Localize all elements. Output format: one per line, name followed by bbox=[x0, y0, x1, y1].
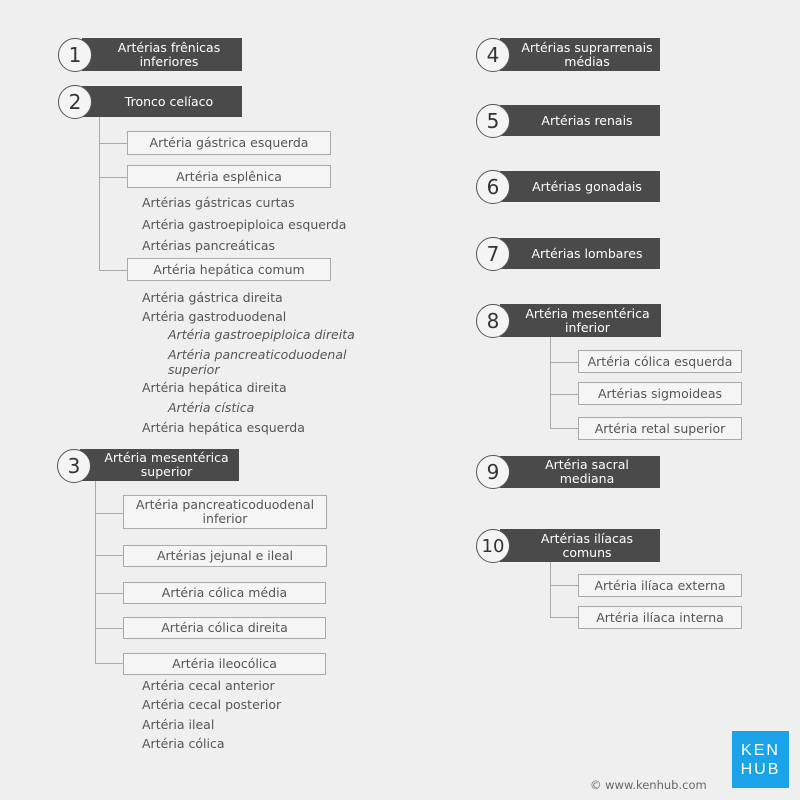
branch-box: Artéria cólica direita bbox=[123, 617, 326, 639]
group-8-header bbox=[500, 304, 661, 337]
branch-box: Artéria cólica média bbox=[123, 582, 326, 604]
group-1-number: 1 bbox=[58, 38, 92, 72]
kenhub-logo bbox=[732, 731, 789, 788]
group-7-number: 7 bbox=[476, 237, 510, 271]
group-10-number: 10 bbox=[476, 529, 510, 563]
group-4-title: Artérias suprarrenais médias bbox=[521, 39, 653, 69]
branch-box: Artéria pancreaticoduodenal inferior bbox=[123, 495, 327, 529]
branch-box: Artéria ileocólica bbox=[123, 653, 326, 675]
group-6-title: Artérias gonadais bbox=[532, 178, 642, 194]
connector bbox=[550, 394, 578, 395]
connector bbox=[95, 513, 123, 514]
logo-line-1: KEN bbox=[741, 741, 780, 759]
connector bbox=[99, 143, 127, 144]
group-1-header bbox=[82, 38, 242, 71]
group-4-number: 4 bbox=[476, 38, 510, 72]
group-6-header bbox=[500, 171, 660, 202]
connector bbox=[550, 428, 578, 429]
group-3-title: Artéria mesentérica superior bbox=[104, 450, 229, 479]
sub-sub-branch-text: Artéria pancreaticoduodenal superior bbox=[168, 347, 347, 377]
logo-line-2: HUB bbox=[740, 760, 781, 778]
group-7-title: Artérias lombares bbox=[531, 245, 643, 261]
sub-branch-text: Artéria hepática direita bbox=[142, 380, 287, 395]
branch-box: Artéria hepática comum bbox=[127, 258, 331, 281]
group-10-header bbox=[500, 529, 660, 562]
sub-branch-text: Artéria gastroduodenal bbox=[142, 309, 287, 324]
sub-branch-text: Artérias gástricas curtas bbox=[142, 195, 295, 210]
branch-box: Artéria ilíaca interna bbox=[578, 606, 742, 629]
sub-branch-text: Artéria gastroepiploica esquerda bbox=[142, 217, 347, 232]
connector bbox=[99, 270, 127, 271]
group-5-number: 5 bbox=[476, 104, 510, 138]
connector bbox=[550, 617, 578, 618]
branch-box: Artéria esplênica bbox=[127, 165, 331, 188]
group-3-header bbox=[80, 449, 239, 481]
group-2-header bbox=[82, 86, 242, 117]
group-1-title: Artérias frênicas inferiores bbox=[117, 39, 221, 69]
sub-branch-text: Artéria ileal bbox=[142, 717, 215, 732]
branch-box: Artéria gástrica esquerda bbox=[127, 131, 331, 155]
group-4-header bbox=[500, 38, 660, 71]
group-10-trunk-line bbox=[550, 562, 551, 618]
group-10-title: Artérias ilíacas comuns bbox=[540, 530, 634, 560]
branch-box: Artéria cólica esquerda bbox=[578, 350, 742, 373]
group-9-header bbox=[500, 456, 660, 488]
group-3-trunk-line bbox=[95, 481, 96, 664]
connector bbox=[95, 663, 123, 664]
sub-sub-branch-text: Artéria gastroepiploica direita bbox=[168, 327, 355, 342]
group-8-trunk-line bbox=[550, 337, 551, 429]
copyright-text: © www.kenhub.com bbox=[590, 778, 707, 792]
branch-box: Artérias jejunal e ileal bbox=[123, 545, 327, 567]
connector bbox=[95, 628, 123, 629]
group-2-title: Tronco celíaco bbox=[124, 93, 214, 109]
group-9-title: Artéria sacral mediana bbox=[545, 457, 629, 486]
sub-branch-text: Artéria cecal posterior bbox=[142, 697, 282, 712]
connector bbox=[99, 177, 127, 178]
branch-box: Artéria ilíaca externa bbox=[578, 574, 742, 597]
branch-box: Artérias sigmoideas bbox=[578, 382, 742, 405]
connector bbox=[95, 555, 123, 556]
group-5-title: Artérias renais bbox=[541, 112, 633, 128]
sub-branch-text: Artéria cólica bbox=[142, 736, 225, 751]
branch-box: Artéria retal superior bbox=[578, 417, 742, 440]
connector bbox=[95, 593, 123, 594]
sub-sub-branch-text: Artéria cística bbox=[168, 400, 255, 415]
group-2-trunk-line bbox=[99, 117, 100, 271]
group-8-title: Artéria mesentérica inferior bbox=[525, 305, 650, 335]
group-8-number: 8 bbox=[476, 304, 510, 338]
connector bbox=[550, 362, 578, 363]
group-7-header bbox=[500, 238, 660, 269]
group-6-number: 6 bbox=[476, 170, 510, 204]
connector bbox=[550, 585, 578, 586]
group-2-number: 2 bbox=[58, 85, 92, 119]
group-5-header bbox=[500, 105, 660, 136]
sub-branch-text: Artéria gástrica direita bbox=[142, 290, 283, 305]
sub-branch-text: Artéria cecal anterior bbox=[142, 678, 275, 693]
group-3-number: 3 bbox=[57, 449, 91, 483]
group-9-number: 9 bbox=[476, 455, 510, 489]
sub-branch-text: Artérias pancreáticas bbox=[142, 238, 276, 253]
sub-branch-text: Artéria hepática esquerda bbox=[142, 420, 305, 435]
